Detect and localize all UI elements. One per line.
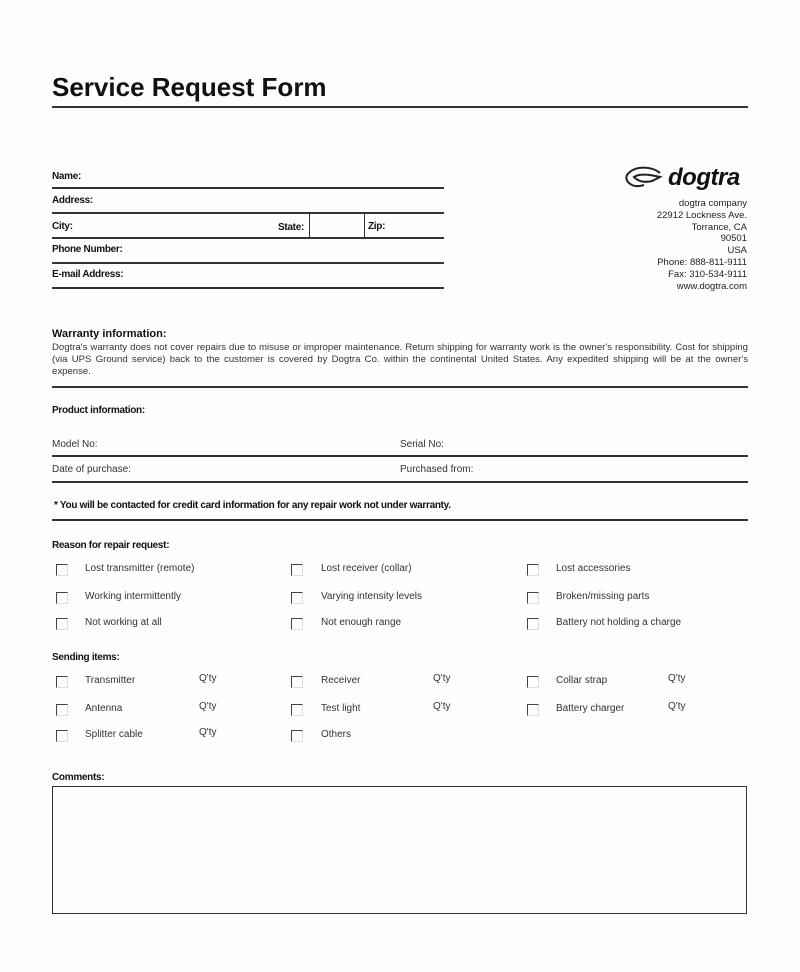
qty-label: Q'ty: [668, 701, 686, 712]
checkbox[interactable]: [291, 618, 303, 630]
sending-heading: Sending items:: [52, 652, 120, 663]
name-label: Name:: [52, 171, 82, 182]
page-title: Service Request Form: [52, 72, 327, 102]
divider: [52, 519, 748, 521]
city-field[interactable]: [52, 237, 444, 239]
checkbox[interactable]: [527, 564, 539, 576]
checkbox[interactable]: [291, 564, 303, 576]
checkbox[interactable]: [56, 618, 68, 630]
from-label: Purchased from:: [400, 464, 474, 475]
qty-label: Q'ty: [199, 701, 217, 712]
date-from-field[interactable]: [52, 481, 748, 483]
name-field[interactable]: [52, 187, 444, 189]
checkbox-label: Not enough range: [321, 617, 402, 628]
company-street: 22912 Lockness Ave.: [656, 209, 747, 221]
checkbox-label: Broken/missing parts: [556, 591, 650, 602]
comments-box[interactable]: [52, 786, 747, 914]
checkbox[interactable]: [291, 730, 303, 742]
checkbox-label: Battery charger: [556, 703, 625, 714]
state-label: State:: [278, 222, 304, 233]
warranty-text: Dogtra's warranty does not cover repairs due to misuse or improper maintenance. Return shipping for warranty work is the owner's responsibility. Cost for shipping (via UPS Ground service) back to the customer is covered by Dogtra Co. within the continental United States. Any expedited shipping will be at the owner's expense.: [52, 342, 748, 377]
product-heading: Product information:: [52, 405, 145, 416]
checkbox-label: Lost transmitter (remote): [85, 563, 195, 574]
dog-head-icon: [624, 165, 664, 191]
divider: [52, 386, 748, 388]
checkbox[interactable]: [291, 676, 303, 688]
company-name: dogtra company: [678, 198, 747, 209]
zip-label: Zip:: [368, 221, 386, 232]
checkbox[interactable]: [527, 618, 539, 630]
company-country: USA: [727, 245, 747, 257]
phone-label: Phone Number:: [52, 244, 123, 255]
serial-label: Serial No:: [400, 439, 444, 450]
email-field[interactable]: [52, 287, 444, 289]
company-zip: 90501: [720, 233, 747, 245]
phone-field[interactable]: [52, 262, 444, 264]
company-fax: Fax: 310-534-9111: [668, 268, 747, 280]
company-phone: Phone: 888-811-9111: [657, 256, 747, 268]
checkbox-label: Varying intensity levels: [321, 591, 422, 602]
qty-label: Q'ty: [433, 701, 451, 712]
company-city: Torrance, CA: [691, 221, 747, 233]
checkbox[interactable]: [291, 592, 303, 604]
qty-label: Q'ty: [668, 673, 686, 684]
qty-label: Q'ty: [199, 727, 217, 738]
address-field[interactable]: [52, 212, 444, 214]
checkbox-label: Others: [321, 729, 352, 740]
qty-label: Q'ty: [433, 673, 451, 684]
checkbox-label: Not working at all: [85, 617, 162, 628]
date-label: Date of purchase:: [52, 464, 131, 475]
checkbox[interactable]: [56, 704, 68, 716]
checkbox[interactable]: [291, 704, 303, 716]
logo-text: dogtra: [668, 164, 740, 191]
divider: [52, 106, 748, 108]
warranty-heading: Warranty information:: [52, 328, 167, 340]
address-label: Address:: [52, 195, 93, 206]
checkbox[interactable]: [56, 730, 68, 742]
checkbox-label: Test light: [321, 703, 361, 714]
checkbox-label: Splitter cable: [85, 729, 143, 740]
email-label: E-mail Address:: [52, 269, 124, 280]
model-serial-field[interactable]: [52, 455, 748, 457]
checkbox-label: Transmitter: [85, 675, 136, 686]
checkbox-label: Working intermittently: [85, 591, 181, 602]
checkbox-label: Lost receiver (collar): [321, 563, 412, 574]
checkbox[interactable]: [56, 592, 68, 604]
qty-label: Q'ty: [199, 673, 217, 684]
checkbox-label: Collar strap: [556, 675, 608, 686]
company-web: www.dogtra.com: [676, 280, 747, 292]
checkbox-label: Lost accessories: [556, 563, 631, 574]
checkbox-label: Receiver: [321, 675, 361, 686]
reasons-heading: Reason for repair request:: [52, 540, 170, 551]
checkbox-label: Antenna: [85, 703, 123, 714]
comments-heading: Comments:: [52, 772, 105, 783]
state-field[interactable]: [309, 213, 365, 237]
checkbox[interactable]: [56, 564, 68, 576]
checkbox[interactable]: [527, 592, 539, 604]
model-label: Model No:: [52, 439, 98, 450]
credit-card-notice: * You will be contacted for credit card information for any repair work not under warranty.: [54, 500, 451, 511]
city-label: City:: [52, 221, 73, 232]
checkbox[interactable]: [56, 676, 68, 688]
checkbox[interactable]: [527, 704, 539, 716]
checkbox-label: Battery not holding a charge: [556, 617, 682, 628]
checkbox[interactable]: [527, 676, 539, 688]
company-address: [657, 198, 747, 292]
dogtra-logo: [624, 164, 740, 192]
